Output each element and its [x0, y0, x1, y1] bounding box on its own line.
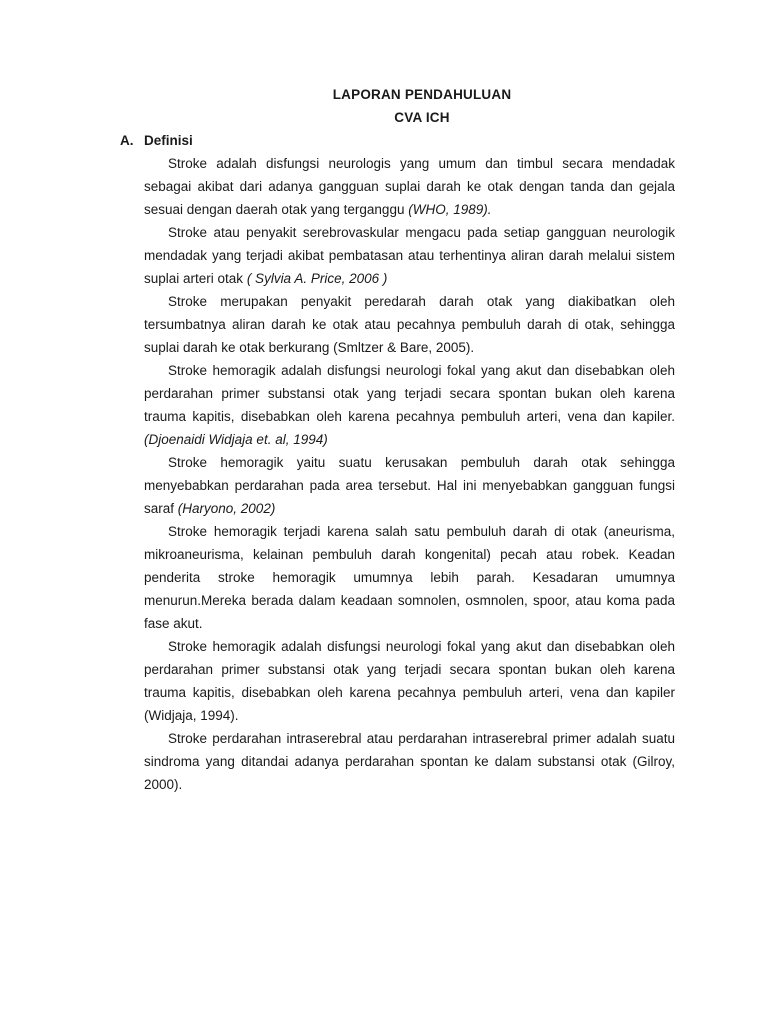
- paragraph-text: Stroke merupakan penyakit peredarah darah otak yang diakibatkan oleh tersumbatnya aliran darah ke otak atau pecahnya pembuluh darah di otak, sehingga suplai darah ke otak berkurang (Smltzer & Bare, 2005).: [144, 294, 675, 355]
- section-body: [144, 152, 675, 796]
- paragraph-text: Stroke hemoragik adalah disfungsi neurologi fokal yang akut dan disebabkan oleh perdarahan primer substansi otak yang terjadi secara spontan bukan oleh karena trauma kapitis, disebabkan oleh karena pecahnya pembuluh arteri, vena dan kapiler (Widjaja, 1994).: [144, 639, 675, 723]
- paragraph-text: Stroke atau penyakit serebrovaskular mengacu pada setiap gangguan neurologik mendadak yang terjadi akibat pembatasan atau terhentinya aliran darah melalui sistem suplai arteri otak: [144, 225, 675, 286]
- citation: (WHO, 1989).: [408, 202, 492, 217]
- section-heading-text: Definisi: [144, 133, 193, 148]
- section-heading: [120, 133, 193, 148]
- section-number: A.: [120, 133, 134, 148]
- paragraph-5: [144, 451, 675, 520]
- paragraph-text: Stroke adalah disfungsi neurologis yang umum dan timbul secara mendadak sebagai akibat dari adanya gangguan suplai darah ke otak dengan tanda dan gejala sesuai dengan daerah otak yang terganggu: [144, 156, 675, 217]
- paragraph-text: Stroke hemoragik adalah disfungsi neurologi fokal yang akut dan disebabkan oleh perdarahan primer substansi otak yang terjadi secara spontan bukan oleh karena trauma kapitis, disebabkan oleh karena pecahnya pembuluh arteri, vena dan kapiler.: [144, 363, 675, 424]
- paragraph-2: [144, 221, 675, 290]
- paragraph-6: [144, 520, 675, 635]
- paragraph-4: [144, 359, 675, 451]
- document-title: LAPORAN PENDAHULUAN: [332, 87, 512, 102]
- citation: (Djoenaidi Widjaja et. al, 1994): [144, 432, 328, 447]
- citation: (Haryono, 2002): [177, 501, 276, 516]
- document-subtitle: CVA ICH: [394, 110, 450, 125]
- paragraph-3: [144, 290, 675, 359]
- paragraph-text: Stroke hemoragik yaitu suatu kerusakan pembuluh darah otak sehingga menyebabkan perdarahan pada area tersebut. Hal ini menyebabkan gangguan fungsi saraf: [144, 455, 675, 516]
- paragraph-text: Stroke perdarahan intraserebral atau perdarahan intraserebral primer adalah suatu sindroma yang ditandai adanya perdarahan spontan ke dalam substansi otak (Gilroy, 2000).: [144, 731, 675, 792]
- paragraph-text: Stroke hemoragik terjadi karena salah satu pembuluh darah di otak (aneurisma, mikroaneurisma, kelainan pembuluh darah kongenital) pecah atau robek. Keadan penderita stroke hemoragik umumnya lebih parah. Kesadaran umumnya menurun.Mereka berada dalam keadaan somnolen, osmnolen, spoor, atau koma pada fase akut.: [144, 524, 675, 631]
- paragraph-1: [144, 152, 675, 221]
- citation: ( Sylvia A. Price, 2006 ): [246, 271, 388, 286]
- paragraph-7: [144, 635, 675, 727]
- paragraph-8: [144, 727, 675, 796]
